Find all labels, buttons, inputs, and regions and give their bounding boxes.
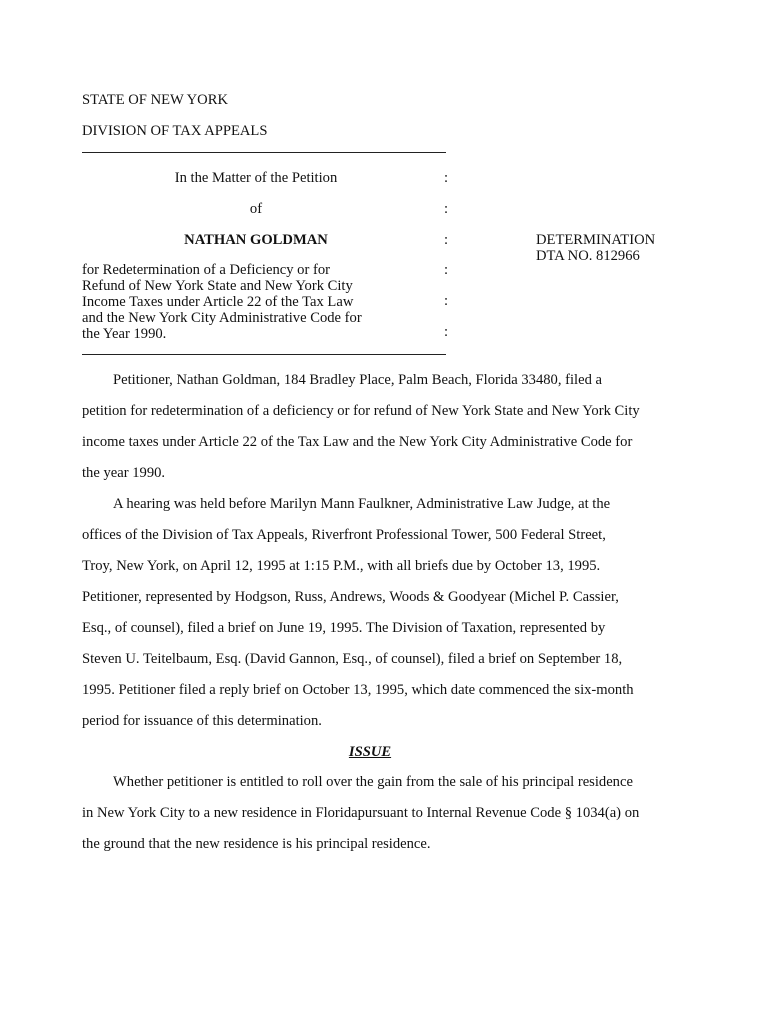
caption-colon: :: [444, 201, 449, 217]
hearing-paragraph: [82, 494, 692, 742]
paragraph-line: Whether petitioner is entitled to roll over the gain from the sale of his principal residence: [113, 774, 633, 790]
paragraph-line: offices of the Division of Tax Appeals, Riverfront Professional Tower, 500 Federal Street,: [82, 527, 606, 543]
paragraph-line: period for issuance of this determination.: [82, 713, 322, 729]
caption-colon: :: [444, 232, 449, 248]
description-line: Income Taxes under Article 22 of the Tax Law: [82, 294, 354, 310]
of-line: of: [249, 201, 263, 217]
paragraph-line: income taxes under Article 22 of the Tax Law and the New York City Administrative Code for: [82, 434, 633, 450]
caption-colon: :: [444, 324, 449, 340]
paragraph-line: 1995. Petitioner filed a reply brief on October 13, 1995, which date commenced the six-month: [82, 682, 634, 698]
paragraph-line: Petitioner, represented by Hodgson, Russ, Andrews, Woods & Goodyear (Michel P. Cassier,: [82, 589, 619, 605]
paragraph-line: petition for redetermination of a deficiency or for refund of New York State and New York City: [82, 403, 640, 419]
determination-label: [536, 232, 655, 264]
paragraph-line: the ground that the new residence is his principal residence.: [82, 836, 431, 852]
petitioner-name: NATHAN GOLDMAN: [184, 232, 328, 248]
paragraph-line: the year 1990.: [82, 465, 166, 481]
paragraph-line: A hearing was held before Marilyn Mann Faulkner, Administrative Law Judge, at the: [113, 496, 611, 512]
issue-heading: ISSUE: [348, 744, 392, 760]
dta-number: DTA NO. 812966: [536, 248, 640, 264]
petition-paragraph: [82, 370, 692, 494]
paragraph-line: in New York City to a new residence in Floridapursuant to Internal Revenue Code § 1034(a) on: [82, 805, 640, 821]
paragraph-line: Troy, New York, on April 12, 1995 at 1:15 P.M., with all briefs due by October 13, 1995.: [82, 558, 601, 574]
division-heading: DIVISION OF TAX APPEALS: [82, 123, 268, 139]
description-line: for Redetermination of a Deficiency or for: [82, 262, 330, 278]
description-line: Refund of New York State and New York City: [82, 278, 353, 294]
paragraph-line: Petitioner, Nathan Goldman, 184 Bradley Place, Palm Beach, Florida 33480, filed a: [113, 372, 603, 388]
paragraph-line: Esq., of counsel), filed a brief on June 19, 1995. The Division of Taxation, represented by: [82, 620, 606, 636]
caption-colon: :: [444, 293, 449, 309]
caption-colon: :: [444, 262, 449, 278]
issue-paragraph: [82, 772, 692, 865]
description-line: and the New York City Administrative Code for: [82, 310, 362, 326]
caption-colon: :: [444, 170, 449, 186]
paragraph-line: Steven U. Teitelbaum, Esq. (David Gannon, Esq., of counsel), filed a brief on September 18,: [82, 651, 623, 667]
caption-description: [82, 262, 362, 342]
description-line: the Year 1990.: [82, 326, 167, 342]
determination-title: DETERMINATION: [536, 232, 656, 248]
caption-bottom-rule: [82, 354, 446, 355]
matter-line: In the Matter of the Petition: [174, 170, 338, 186]
caption-top-rule: [82, 152, 446, 153]
state-heading: STATE OF NEW YORK: [82, 92, 228, 108]
